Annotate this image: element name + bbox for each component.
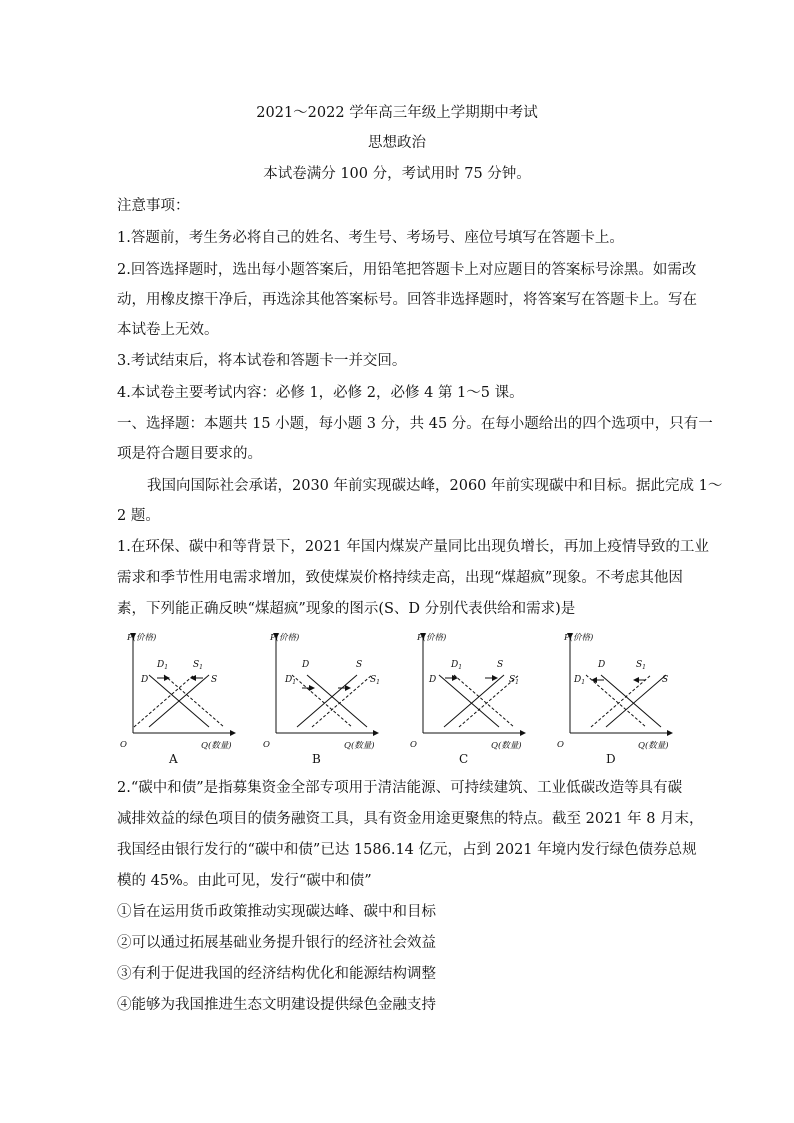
graph-d-label-d1: $D_1$ <box>574 675 586 686</box>
graph-d-new-demand-curve <box>586 675 646 727</box>
graph-d-new-supply-curve <box>591 675 651 727</box>
graph-b-y-axis-label: P(价格) <box>270 633 300 643</box>
graph-b-option-label: B <box>312 752 321 766</box>
graph-a-y-axis-label: P(价格) <box>127 633 157 643</box>
graph-c-x-axis-label: Q(数量) <box>491 741 522 751</box>
graph-a <box>117 630 257 770</box>
question-2-line-3: 我国经由银行发行的“碳中和债”已达 1586.14 亿元，占到 2021 年境内发行绿色债券总规 <box>117 842 697 858</box>
section-1-heading-line-1: 一、选择题：本题共 15 小题，每小题 3 分，共 45 分。在每小题给出的四个选项中，只有一 <box>117 416 713 432</box>
graph-c-origin: O <box>410 740 417 750</box>
question-1-line-3: 素，下列能正确反映“煤超疯”现象的图示(S、D 分别代表供给和需求)是 <box>117 601 576 617</box>
graph-c-label-d: D <box>429 675 437 685</box>
graph-d-origin: O <box>557 740 564 750</box>
graph-a-option-label: A <box>169 752 178 766</box>
graph-d-y-axis-label: P(价格) <box>564 633 594 643</box>
graph-b-origin: O <box>263 740 270 750</box>
graph-a-svg <box>117 630 257 770</box>
graph-c-svg <box>407 630 547 770</box>
graph-c-y-axis-label: P(价格) <box>417 633 447 643</box>
graph-b-new-supply-curve <box>312 675 372 727</box>
exam-subject: 思想政治 <box>368 135 426 151</box>
question-1-line-1: 1.在环保、碳中和等背景下，2021 年国内煤炭产量同比出现负增长，再加上疫情导致的工业 <box>117 539 709 555</box>
graph-b-label-d1: $D_1$ <box>285 675 297 686</box>
question-2-option-2: ②可以通过拓展基础业务提升银行的经济社会效益 <box>117 935 436 951</box>
graph-c-demand-curve <box>439 675 499 727</box>
question-2-line-1: 2.“碳中和债”是指募集资金全部专项用于清洁能源、可持续建筑、工业低碳改造等具有碳 <box>117 780 683 796</box>
notice-item-2-line-1: 2.回答选择题时，选出每小题答案后，用铅笔把答题卡上对应题目的答案标号涂黑。如需改 <box>117 262 697 278</box>
graph-b-supply-curve <box>297 675 357 727</box>
notice-item-1: 1.答题前，考生务必将自己的姓名、考生号、考场号、座位号填写在答题卡上。 <box>117 230 624 246</box>
graph-d-label-s: S <box>662 675 669 685</box>
graph-c-new-demand-curve <box>454 675 514 727</box>
question-1-line-2: 需求和季节性用电需求增加，致使煤炭价格持续走高，出现“煤超疯”现象。不考虑其他因 <box>117 570 683 586</box>
graph-d-svg <box>554 630 694 770</box>
notice-item-2-line-2: 动，用橡皮擦干净后，再选涂其他答案标号。回答非选择题时，将答案写在答题卡上。写在 <box>117 292 697 308</box>
graph-a-label-d: D <box>141 675 149 685</box>
graph-b-label-d: D <box>302 660 310 670</box>
graph-c <box>407 630 547 770</box>
graph-d-option-label: D <box>606 752 616 766</box>
intro-line-2: 2 题。 <box>117 508 160 524</box>
graph-b-label-s1: $S_1$ <box>370 675 380 686</box>
graph-a-x-axis-label: Q(数量) <box>201 741 232 751</box>
graph-c-supply-curve <box>444 675 504 727</box>
intro-line-1: 我国向国际社会承诺，2030 年前实现碳达峰，2060 年前实现碳中和目标。据此完成 1～ <box>147 478 723 494</box>
graph-d-label-d: D <box>598 660 606 670</box>
notice-item-2-line-3: 本试卷上无效。 <box>117 322 219 338</box>
notice-item-4: 4.本试卷主要考试内容：必修 1，必修 2，必修 4 第 1～5 课。 <box>117 385 524 401</box>
graph-c-label-s: S <box>497 660 504 670</box>
question-2-option-1: ①旨在运用货币政策推动实现碳达峰、碳中和目标 <box>117 904 436 920</box>
graph-c-option-label: C <box>459 752 469 766</box>
graph-a-label-d1: $D_1$ <box>157 660 169 671</box>
graph-c-label-d1: $D_1$ <box>451 660 463 671</box>
notice-heading: 注意事项： <box>117 198 190 214</box>
exam-info: 本试卷满分 100 分，考试用时 75 分钟。 <box>263 166 531 182</box>
graph-d-demand-curve <box>601 675 661 727</box>
graph-d <box>554 630 694 770</box>
question-2-line-4: 模的 45%。由此可见，发行“碳中和债” <box>117 873 372 889</box>
graph-a-label-s1: $S_1$ <box>193 660 203 671</box>
supply-demand-graphs <box>117 630 697 770</box>
graph-b <box>260 630 400 770</box>
graph-d-x-axis-label: Q(数量) <box>638 741 669 751</box>
question-2-option-4: ④能够为我国推进生态文明建设提供绿色金融支持 <box>117 997 436 1013</box>
question-2-line-2: 减排效益的绿色项目的债务融资工具，具有资金用途更聚焦的特点。截至 2021 年 8 月末， <box>117 811 704 827</box>
graph-d-supply-curve <box>606 675 669 727</box>
graph-c-label-s1: $S_1$ <box>509 675 519 686</box>
graph-a-label-s: S <box>211 675 218 685</box>
graph-b-new-demand-curve <box>292 675 352 727</box>
graph-b-label-s: S <box>356 660 363 670</box>
exam-title: 2021～2022 学年高三年级上学期期中考试 <box>256 105 538 121</box>
section-1-heading-line-2: 项是符合题目要求的。 <box>117 446 262 462</box>
notice-item-3: 3.考试结束后，将本试卷和答题卡一并交回。 <box>117 353 407 369</box>
graph-d-label-s1: $S_1$ <box>636 660 646 671</box>
graph-b-svg <box>260 630 400 770</box>
graph-a-origin: O <box>120 740 127 750</box>
graph-b-demand-curve <box>307 675 367 727</box>
graph-b-x-axis-label: Q(数量) <box>344 741 375 751</box>
question-2-option-3: ③有利于促进我国的经济结构优化和能源结构调整 <box>117 966 436 982</box>
